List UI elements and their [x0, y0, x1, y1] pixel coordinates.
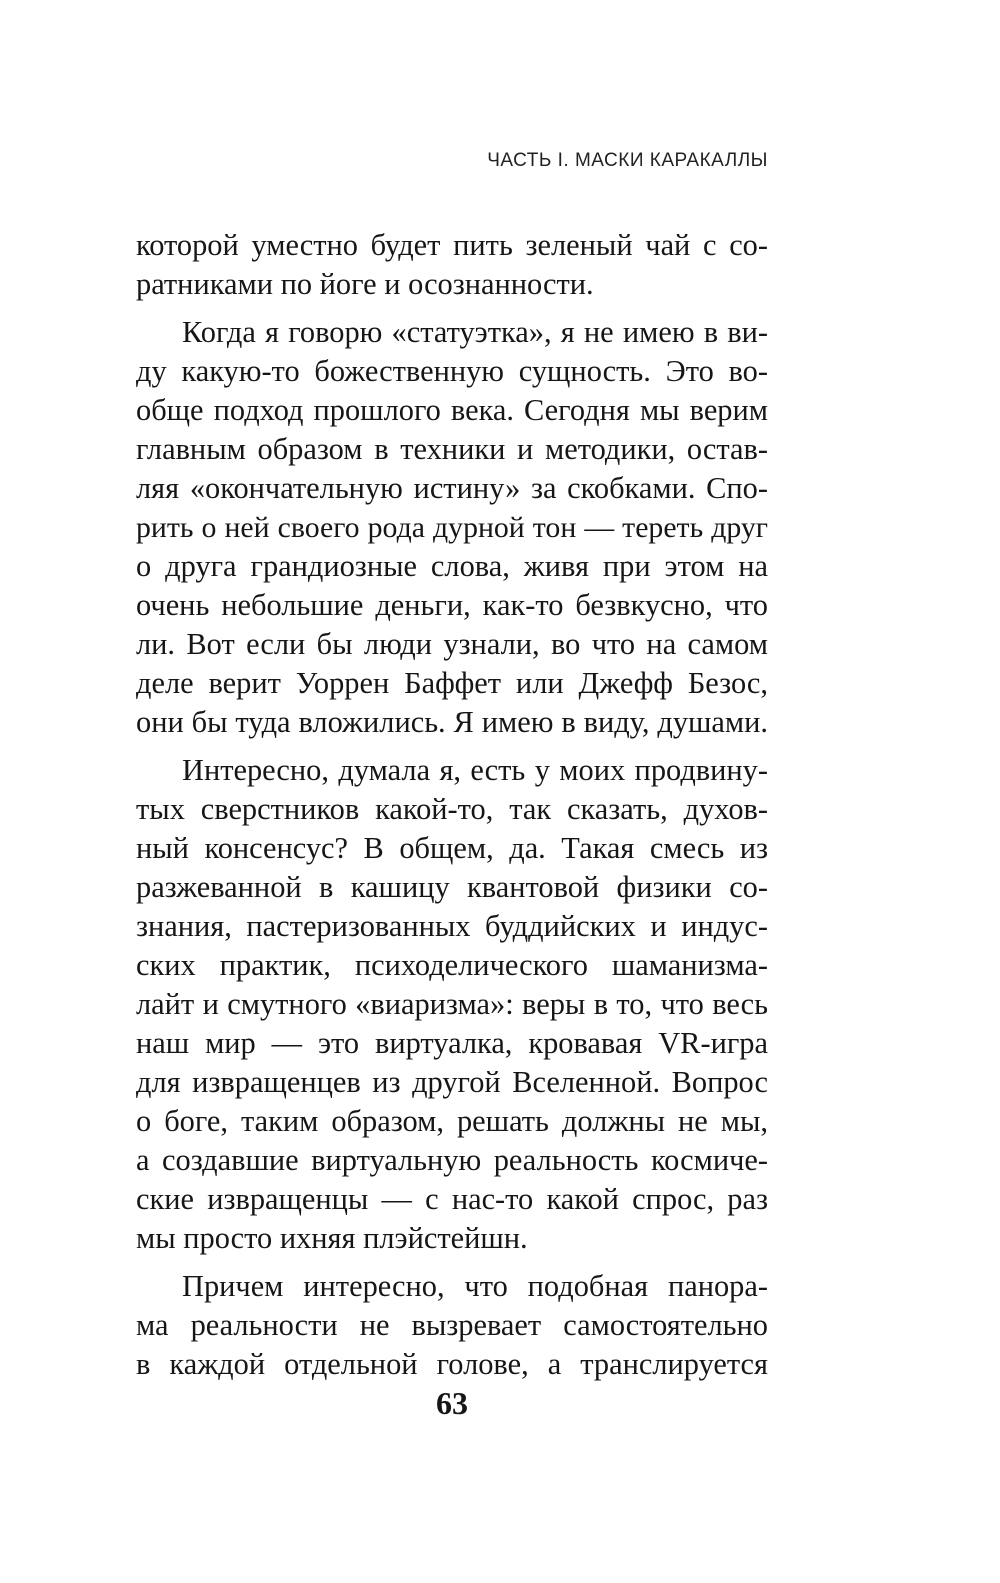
text-line: обще подход прошлого века. Сегодня мы верим [136, 393, 768, 427]
running-head: ЧАСТЬ I. МАСКИ КАРАКАЛЛЫ [487, 150, 768, 171]
text-line: Когда я говорю «статуэтка», я не имею в ви- [182, 315, 768, 349]
text-line: ских практик, психоделического шаманизма- [136, 948, 768, 982]
text-line: лайт и смутного «виаризма»: веры в то, что весь [136, 987, 768, 1021]
paragraph-2 [136, 313, 768, 742]
text-line: мы просто ихняя плэйстейшн. [136, 1221, 528, 1255]
text-line: о боге, таким образом, решать должны не мы, [136, 1104, 768, 1138]
text-line: Причем интересно, что подобная панора- [182, 1269, 768, 1303]
paragraph-1 [136, 226, 768, 304]
page-number: 63 [436, 1385, 468, 1421]
text-line: знания, пастеризованных буддийских и индус- [136, 909, 768, 943]
text-line: тых сверстников какой-то, так сказать, духов- [136, 792, 768, 826]
text-line: которой уместно будет пить зеленый чай с со- [136, 228, 768, 262]
text-line: наш мир — это виртуалка, кровавая VR-игра [136, 1026, 768, 1060]
text-line: ма реальности не вызревает самостоятельно [136, 1308, 768, 1342]
text-line: ские извращенцы — с нас-то какой спрос, раз [136, 1182, 768, 1216]
text-line: ный консенсус? В общем, да. Такая смесь из [136, 831, 768, 865]
text-line: в каждой отдельной голове, а транслируется [136, 1347, 768, 1381]
text-line: ли. Вот если бы люди узнали, во что на самом [136, 627, 768, 661]
text-line: деле верит Уоррен Баффет или Джефф Безос, [136, 666, 768, 700]
text-line: ратниками по йоге и осознанности. [136, 267, 594, 301]
text-line: Интересно, думала я, есть у моих продвину- [182, 753, 768, 787]
text-line: очень небольшие деньги, как-то безвкусно, что [136, 588, 768, 622]
text-line: разжеванной в кашицу квантовой физики со- [136, 870, 768, 904]
text-line: а создавшие виртуальную реальность космиче- [136, 1143, 768, 1177]
text-line: ду какую-то божественную сущность. Это во- [136, 354, 768, 388]
text-line: главным образом в техники и методики, остав- [136, 432, 768, 466]
text-line: для извращенцев из другой Вселенной. Вопрос [136, 1065, 768, 1099]
text-line: ляя «окончательную истину» за скобками. Спо- [136, 471, 768, 505]
paragraph-4 [136, 1267, 768, 1384]
text-line: они бы туда вложились. Я имею в виду, душами. [136, 705, 768, 739]
body-text [136, 226, 768, 1393]
paragraph-3 [136, 751, 768, 1258]
text-line: о друга грандиозные слова, живя при этом на [136, 549, 768, 583]
text-line: рить о ней своего рода дурной тон — тереть друг [136, 511, 768, 544]
